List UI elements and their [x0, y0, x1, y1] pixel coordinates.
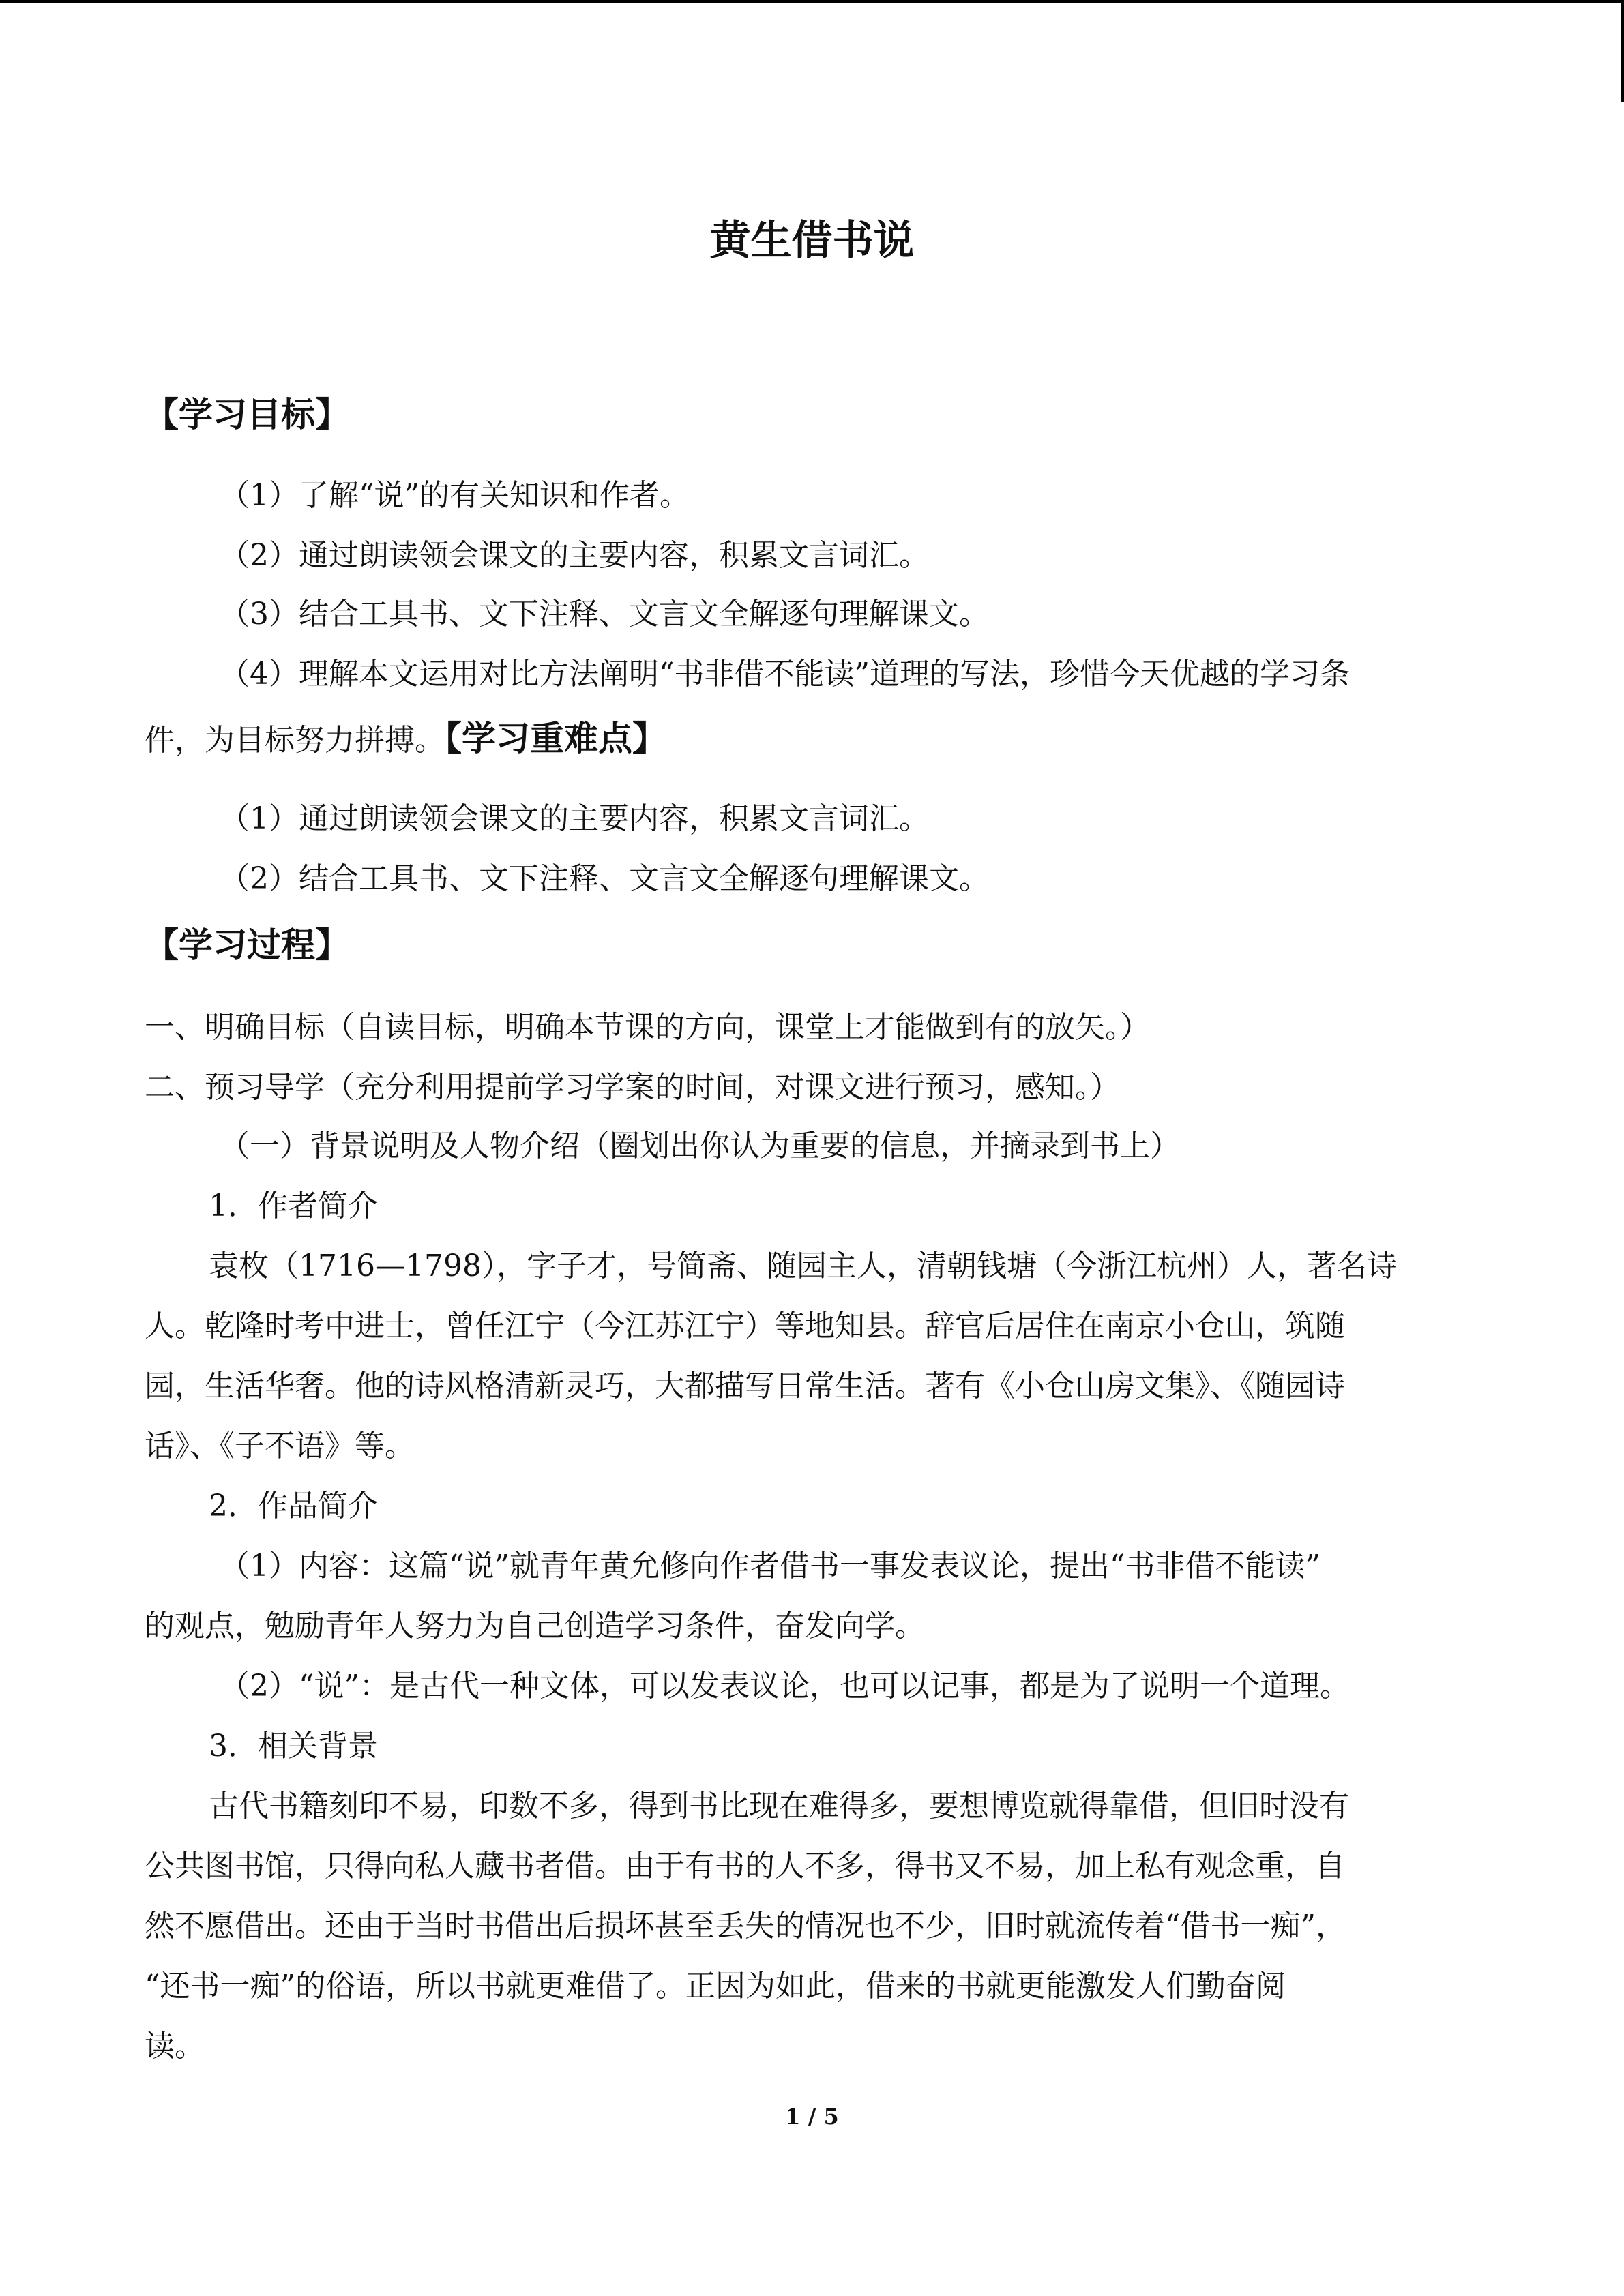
page-right-border — [1621, 0, 1624, 102]
objectives-heading: 【学习目标】 — [145, 395, 349, 434]
work-text-3: （2）“说”：是古代一种文体，可以发表议论，也可以记事，都是为了说明一个道理。 — [220, 1669, 1350, 1703]
keypoints-heading: 【学习重难点】 — [445, 719, 666, 758]
work-intro-heading: 2．作品简介 — [209, 1489, 378, 1523]
process-heading: 【学习过程】 — [145, 925, 349, 965]
process-step-2: 二、预习导学（充分利用提前学习学案的时间，对课文进行预习，感知。） — [145, 1070, 1120, 1105]
objective-4-tail: 件，为目标努力拼搏。 — [145, 723, 445, 758]
objective-2: （2）通过朗读领会课文的主要内容，积累文言词汇。 — [220, 538, 929, 573]
document-title: 黄生借书说 — [709, 217, 915, 265]
background-text-1: 古代书籍刻印不易，印数不多，得到书比现在难得多，要想博览就得靠借，但旧时没有 — [209, 1789, 1349, 1823]
background-heading: 3．相关背景 — [209, 1729, 378, 1763]
author-text-3: 园，生活华奢。他的诗风格清新灵巧，大都描写日常生活。著有《小仓山房文集》、《随园诗 — [145, 1369, 1345, 1403]
objective-1: （1）了解“说”的有关知识和作者。 — [220, 478, 690, 513]
author-text-1: 袁枚（1716—1798），字子才，号简斋、随园主人，清朝钱塘（今浙江杭州）人，著名诗 — [209, 1249, 1397, 1283]
author-text-4: 话》、《子不语》等。 — [145, 1429, 415, 1463]
background-text-3: 然不愿借出。还由于当时书借出后损坏甚至丢失的情况也不少，旧时就流传着“借书一痴”， — [145, 1909, 1346, 1943]
work-text-2: 的观点，勉励青年人努力为自己创造学习条件，奋发向学。 — [145, 1609, 925, 1643]
process-step-1: 一、明确目标（自读目标，明确本节课的方向，课堂上才能做到有的放矢。） — [145, 1010, 1150, 1045]
objective-4: （4）理解本文运用对比方法阐明“书非借不能读”道理的写法，珍惜今天优越的学习条 — [220, 657, 1350, 691]
author-intro-heading: 1．作者简介 — [209, 1189, 378, 1223]
keypoint-1: （1）通过朗读领会课文的主要内容，积累文言词汇。 — [220, 801, 929, 836]
objective-3: （3）结合工具书、文下注释、文言文全解逐句理解课文。 — [220, 597, 989, 631]
subsection-background: （一）背景说明及人物介绍（圈划出你认为重要的信息，并摘录到书上） — [220, 1129, 1180, 1163]
background-text-5: 读。 — [145, 2029, 205, 2063]
keypoint-2: （2）结合工具书、文下注释、文言文全解逐句理解课文。 — [220, 861, 989, 896]
background-text-4: “还书一痴”的俗语，所以书就更难借了。正因为如此，借来的书就更能激发人们勤奋阅 — [145, 1969, 1286, 2003]
background-text-2: 公共图书馆，只得向私人藏书者借。由于有书的人不多，得书又不易，加上私有观念重，自 — [145, 1849, 1345, 1883]
author-text-2: 人。乾隆时考中进士，曾任江宁（今江苏江宁）等地知县。辞官后居住在南京小仓山，筑随 — [145, 1309, 1345, 1343]
work-text-1: （1）内容：这篇“说”就青年黄允修向作者借书一事发表议论，提出“书非借不能读” — [220, 1549, 1320, 1583]
page-number: 1 / 5 — [785, 2104, 839, 2130]
page-top-border — [0, 0, 1624, 3]
objective-4-continued — [145, 716, 666, 763]
